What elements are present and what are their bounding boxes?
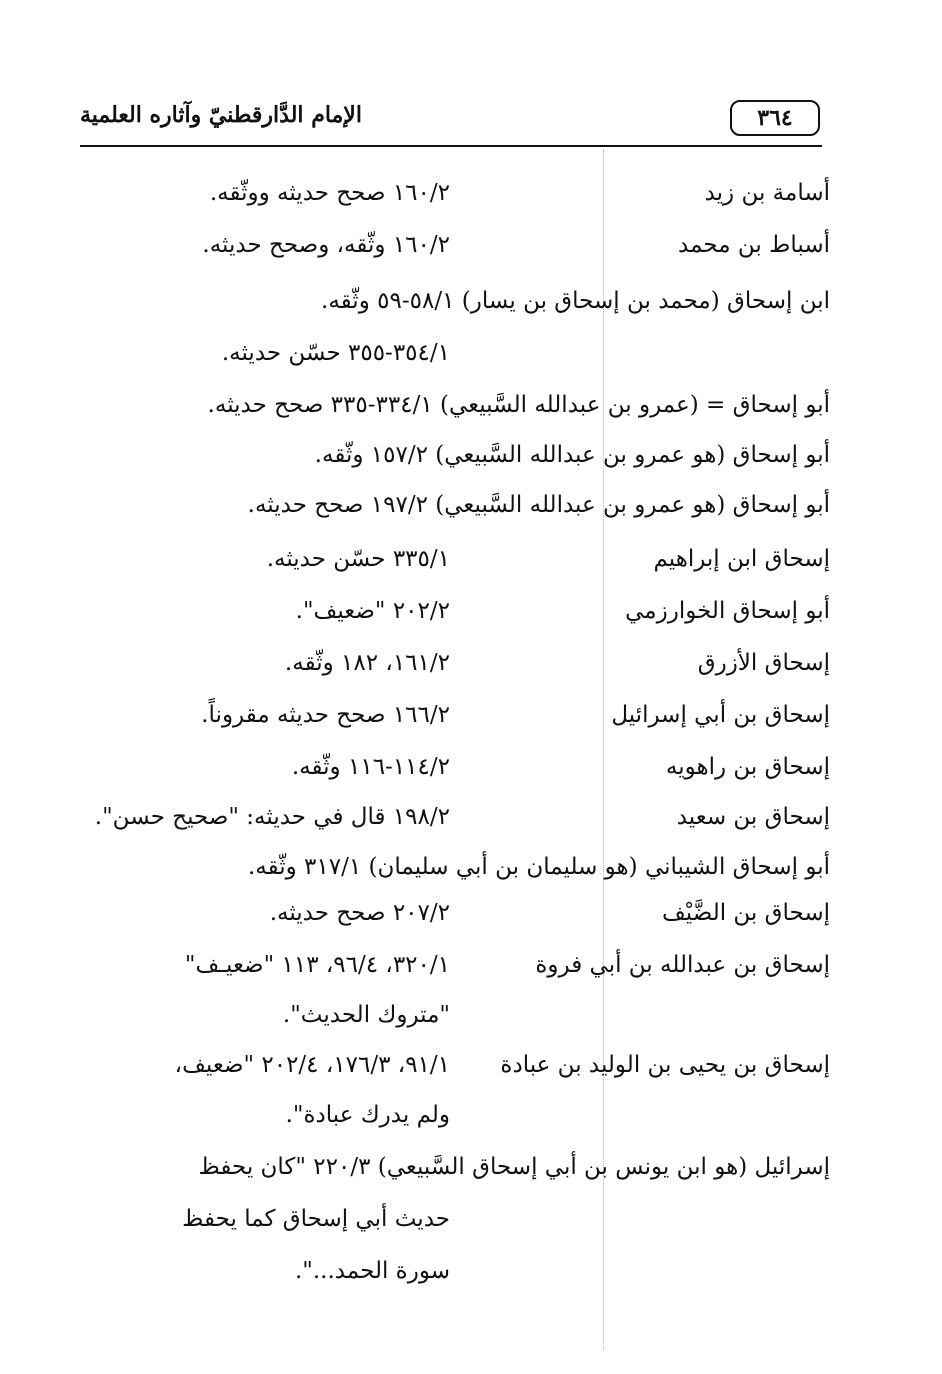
entry-reference: ١٦٦/٢ صحح حديثه مقروناً. (201, 702, 450, 728)
continuation-text: حديث أبي إسحاق كما يحفظ (182, 1206, 450, 1232)
entry-text: أبو إسحاق (هو عمرو بن عبدالله السَّبيعي) ١٥٧/٢ وثّقه. (314, 442, 830, 468)
entry-text: أبو إسحاق = (عمرو بن عبدالله السَّبيعي) ٣٣٤/١-٣٣٥ صحح حديثه. (207, 392, 830, 418)
entry-name: إسحاق بن أبي إسرائيل (611, 702, 830, 728)
entry-reference: ٢٠٧/٢ صحح حديثه. (269, 900, 450, 926)
entry-reference: ١١٤/٢-١١٦ وثّقه. (291, 754, 450, 780)
index-entry (80, 598, 830, 644)
entry-text: ابن إسحاق (محمد بن إسحاق بن يسار) ٥٨/١-٥٩ وثّقه. (321, 288, 830, 314)
index-entry (80, 952, 830, 998)
index-entry (80, 492, 830, 538)
entry-reference: ٩١/١، ١٧٦/٣، ٢٠٢/٤ "ضعيف، (174, 1052, 450, 1078)
entry-continuation (80, 1258, 830, 1304)
entry-text: أبو إسحاق (هو عمرو بن عبدالله السَّبيعي) ١٩٧/٢ صحح حديثه. (247, 492, 830, 518)
page-header (80, 98, 820, 142)
index-entry (80, 392, 830, 438)
entry-continuation (80, 1206, 830, 1252)
entry-name: إسحاق بن راهويه (665, 754, 830, 780)
entry-continuation (80, 1002, 830, 1048)
page-number: ٣٦٤ (730, 100, 820, 136)
index-entry (80, 180, 830, 226)
entry-text: إسرائيل (هو ابن يونس بن أبي إسحاق السَّبيعي) ٢٢٠/٣ "كان يحفظ (198, 1154, 830, 1180)
index-entry (80, 288, 830, 334)
entry-reference: ٣٢٠/١، ٩٦/٤، ١١٣ "ضعيـف" (184, 952, 450, 978)
index-entry (80, 900, 830, 946)
entry-reference: ١٦١/٢، ١٨٢ وثّقه. (284, 650, 450, 676)
index-entry (80, 754, 830, 800)
entry-continuation (80, 340, 830, 386)
index-entry (80, 232, 830, 278)
entry-name: إسحاق بن الضَّيْف (662, 900, 830, 926)
entry-reference: ١٦٠/٢ صحح حديثه ووثّقه. (209, 180, 450, 206)
entry-reference: ١٩٨/٢ قال في حديثه: "صحيح حسن". (94, 804, 450, 830)
index-entry (80, 442, 830, 488)
entry-name: إسحاق الأزرق (697, 650, 830, 676)
entry-name: أبو إسحاق الخوارزمي (625, 598, 830, 624)
entry-name: إسحاق بن يحيى بن الوليد بن عبادة (500, 1052, 830, 1078)
continuation-text: "متروك الحديث". (282, 1002, 450, 1028)
continuation-text: ٣٥٤/١-٣٥٥ حسّن حديثه. (221, 340, 450, 366)
continuation-text: ولم يدرك عبادة". (285, 1102, 450, 1128)
entry-name: إسحاق بن عبدالله بن أبي فروة (535, 952, 830, 978)
entry-text: أبو إسحاق الشيباني (هو سليمان بن أبي سليمان) ٣١٧/١ وثّقه. (247, 854, 830, 880)
entry-continuation (80, 1102, 830, 1148)
index-entry (80, 1052, 830, 1098)
entry-name: أسباط بن محمد (678, 232, 830, 258)
continuation-text: سورة الحمد...". (294, 1258, 450, 1284)
index-entry (80, 804, 830, 850)
index-entry (80, 546, 830, 592)
entry-reference: ٣٣٥/١ حسّن حديثه. (266, 546, 450, 572)
index-entry (80, 854, 830, 900)
index-entry (80, 702, 830, 748)
entry-name: إسحاق ابن إبراهيم (653, 546, 830, 572)
index-entry (80, 1154, 830, 1200)
entry-name: إسحاق بن سعيد (676, 804, 830, 830)
index-entry (80, 650, 830, 696)
entry-reference: ١٦٠/٢ وثّقه، وصحح حديثه. (202, 232, 450, 258)
running-title: الإمام الدَّارقطنيّ وآثاره العلمية (80, 102, 362, 128)
entry-name: أسامة بن زيد (704, 180, 830, 206)
header-divider (80, 145, 822, 147)
entry-reference: ٢٠٢/٢ "ضعيف". (295, 598, 450, 624)
